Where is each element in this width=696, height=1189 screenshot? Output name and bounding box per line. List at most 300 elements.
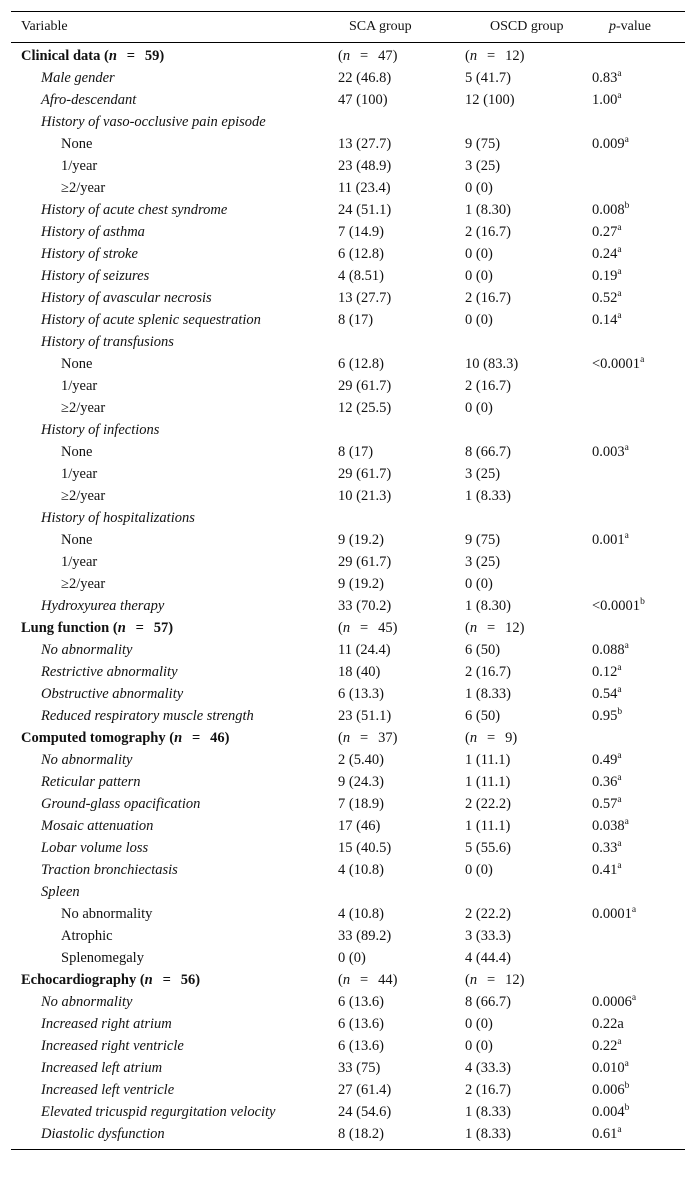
p-value-cell: [592, 749, 685, 771]
sca-cell: [338, 749, 465, 771]
oscd-cell: [465, 1079, 592, 1101]
p-value-cell: [592, 727, 685, 749]
sca-value: 33 (89.2): [338, 927, 392, 944]
paren-open: (: [338, 47, 343, 64]
oscd-value: 9 (75): [465, 135, 501, 152]
variable-cell: [11, 43, 338, 68]
variable-label: Atrophic: [61, 927, 113, 944]
p-value-cell: [592, 573, 685, 595]
table-row: [11, 353, 685, 375]
variable-label: Increased left atrium: [41, 1059, 163, 1076]
sca-value: 0 (0): [338, 949, 366, 966]
p-value-cell: [592, 925, 685, 947]
variable-cell: [11, 969, 338, 991]
footnote-marker: a: [624, 442, 629, 453]
sca-cell: [338, 551, 465, 573]
sca-value: 6 (12.8): [338, 355, 384, 372]
oscd-value: 2 (16.7): [465, 663, 511, 680]
variable-label: History of acute splenic sequestration: [41, 311, 261, 328]
sca-value: 12 (25.5): [338, 399, 392, 416]
p-value-cell: [592, 309, 685, 331]
table-row: [11, 529, 685, 551]
oscd-value: 1 (8.33): [465, 487, 511, 504]
footnote-marker: a: [617, 222, 622, 233]
variable-cell: [11, 1013, 338, 1035]
oscd-cell: [465, 771, 592, 793]
variable-label: History of transfusions: [41, 333, 174, 350]
section-row: [11, 43, 685, 68]
p-value-cell: [592, 397, 685, 419]
footnote-marker: a: [617, 1036, 622, 1047]
table-row: [11, 155, 685, 177]
table-row: [11, 903, 685, 925]
sca-value: 6 (13.6): [338, 993, 384, 1010]
variable-cell: [11, 441, 338, 463]
section-n: 46: [210, 729, 225, 746]
oscd-cell: [465, 749, 592, 771]
variable-label: No abnormality: [41, 993, 133, 1010]
n-symbol: n: [469, 971, 478, 988]
equals-sign: =: [126, 47, 136, 64]
p-value-cell: [592, 969, 685, 991]
sca-value: 18 (40): [338, 663, 381, 680]
p-value-cell: [592, 441, 685, 463]
table-row: [11, 111, 685, 133]
sca-cell: [338, 705, 465, 727]
p-value: 0.088: [592, 641, 625, 658]
oscd-cell: [465, 265, 592, 287]
paren-open: (: [100, 47, 109, 64]
header-p-italic: p: [609, 19, 616, 34]
oscd-value: 3 (33.3): [465, 927, 511, 944]
n-symbol: n: [342, 47, 351, 64]
footnote-marker: b: [624, 1102, 630, 1113]
oscd-value: 1 (8.33): [465, 1125, 511, 1142]
variable-label: History of seizures: [41, 267, 150, 284]
sca-n: 45: [378, 619, 393, 636]
oscd-value: 0 (0): [465, 179, 493, 196]
oscd-value: 5 (55.6): [465, 839, 511, 856]
oscd-n: 12: [505, 619, 520, 636]
table-row: [11, 1123, 685, 1150]
header-p-value: [592, 12, 685, 43]
section-n: 59: [144, 47, 160, 64]
variable-label: Afro-descendant: [41, 91, 137, 108]
equals-sign: =: [360, 47, 369, 64]
oscd-value: 2 (16.7): [465, 377, 511, 394]
oscd-value: 0 (0): [465, 1015, 493, 1032]
oscd-n: 12: [505, 47, 520, 64]
oscd-cell: [465, 1013, 592, 1035]
footnote-marker: b: [624, 200, 630, 211]
oscd-cell: [465, 529, 592, 551]
n-symbol: n: [174, 729, 183, 746]
sca-value: 33 (75): [338, 1059, 381, 1076]
table-row: [11, 265, 685, 287]
p-value-cell: [592, 463, 685, 485]
p-value-cell: [592, 353, 685, 375]
table-row: [11, 133, 685, 155]
p-value-cell: [592, 837, 685, 859]
variable-cell: [11, 507, 338, 529]
oscd-cell: [465, 177, 592, 199]
oscd-cell: [465, 287, 592, 309]
sca-cell: [338, 793, 465, 815]
oscd-cell: [465, 815, 592, 837]
variable-cell: [11, 771, 338, 793]
oscd-cell: [465, 243, 592, 265]
variable-cell: [11, 749, 338, 771]
table-row: [11, 177, 685, 199]
variable-label: None: [61, 531, 93, 548]
sca-n: 47: [378, 47, 393, 64]
n-symbol: n: [342, 729, 351, 746]
equals-sign: =: [360, 729, 369, 746]
table-row: [11, 793, 685, 815]
oscd-cell: [465, 375, 592, 397]
sca-value: 8 (18.2): [338, 1125, 384, 1142]
variable-cell: [11, 375, 338, 397]
oscd-cell: [465, 67, 592, 89]
variable-cell: [11, 463, 338, 485]
data-table: [11, 11, 685, 1150]
table-row: [11, 661, 685, 683]
variable-cell: [11, 287, 338, 309]
variable-cell: [11, 397, 338, 419]
sca-cell: [338, 397, 465, 419]
oscd-cell: [465, 353, 592, 375]
footnote-marker: a: [631, 992, 637, 1003]
variable-label: None: [61, 443, 93, 460]
oscd-value: 0 (0): [465, 245, 493, 262]
oscd-cell: [465, 617, 592, 639]
header-variable: Variable: [11, 12, 338, 43]
variable-label: No abnormality: [61, 905, 153, 922]
equals-sign: =: [360, 619, 369, 636]
oscd-cell: [465, 43, 592, 68]
paren-close: ): [519, 619, 525, 636]
p-value: 0.41: [592, 861, 618, 878]
header-sca-group: SCA group: [338, 12, 465, 43]
sca-cell: [338, 1101, 465, 1123]
p-value: 0.49: [592, 751, 618, 768]
header-p-rest: -value: [616, 19, 651, 34]
footnote-marker: a: [617, 90, 622, 101]
section-row: [11, 617, 685, 639]
variable-label: No abnormality: [41, 751, 133, 768]
variable-label: Increased right atrium: [41, 1015, 172, 1032]
oscd-value: 3 (25): [465, 157, 501, 174]
p-value-cell: [592, 947, 685, 969]
variable-cell: [11, 353, 338, 375]
sca-cell: [338, 353, 465, 375]
variable-cell: [11, 683, 338, 705]
variable-cell: [11, 419, 338, 441]
oscd-value: 0 (0): [465, 861, 493, 878]
table-row: [11, 573, 685, 595]
sca-value: 24 (54.6): [338, 1103, 392, 1120]
oscd-value: 2 (16.7): [465, 223, 511, 240]
footnote-marker: a: [617, 310, 622, 321]
sca-cell: [338, 617, 465, 639]
paren-open: (: [338, 729, 343, 746]
p-value: 0.14: [592, 311, 618, 328]
paren-open: (: [338, 619, 343, 636]
sca-value: 8 (17): [338, 311, 374, 328]
sca-cell: [338, 639, 465, 661]
sca-value: 27 (61.4): [338, 1081, 392, 1098]
sca-cell: [338, 969, 465, 991]
sca-value: 29 (61.7): [338, 377, 392, 394]
sca-cell: [338, 771, 465, 793]
section-row: [11, 969, 685, 991]
oscd-cell: [465, 903, 592, 925]
oscd-cell: [465, 881, 592, 903]
variable-cell: [11, 529, 338, 551]
sca-cell: [338, 529, 465, 551]
sca-cell: [338, 1079, 465, 1101]
p-value: 0.95: [592, 707, 618, 724]
sca-cell: [338, 727, 465, 749]
sca-cell: [338, 1123, 465, 1150]
p-value-cell: [592, 705, 685, 727]
sca-cell: [338, 661, 465, 683]
equals-sign: =: [192, 729, 201, 746]
sca-cell: [338, 133, 465, 155]
footnote-marker: b: [640, 596, 645, 607]
variable-label: Reduced respiratory muscle strength: [41, 707, 254, 724]
sca-cell: [338, 947, 465, 969]
oscd-value: 2 (22.2): [465, 905, 511, 922]
table-row: [11, 881, 685, 903]
p-value: 0.33: [592, 839, 618, 856]
oscd-cell: [465, 1101, 592, 1123]
p-value: 0.61: [592, 1125, 618, 1142]
variable-cell: [11, 705, 338, 727]
table-row: [11, 507, 685, 529]
variable-cell: [11, 837, 338, 859]
sca-cell: [338, 221, 465, 243]
p-value: 0.57: [592, 795, 618, 812]
oscd-value: 0 (0): [465, 267, 493, 284]
sca-value: 9 (19.2): [338, 531, 384, 548]
footnote-marker: a: [640, 354, 645, 365]
section-row: [11, 727, 685, 749]
paren-open: (: [338, 971, 343, 988]
table-row: [11, 89, 685, 111]
sca-value: 10 (21.3): [338, 487, 392, 504]
table-container: [11, 11, 685, 1150]
oscd-value: 1 (8.33): [465, 1103, 511, 1120]
oscd-cell: [465, 683, 592, 705]
oscd-cell: [465, 1057, 592, 1079]
oscd-value: 0 (0): [465, 575, 493, 592]
variable-cell: [11, 947, 338, 969]
variable-label: History of asthma: [41, 223, 145, 240]
sca-cell: [338, 1013, 465, 1035]
p-value: 0.24: [592, 245, 618, 262]
oscd-cell: [465, 969, 592, 991]
p-value-cell: [592, 111, 685, 133]
sca-value: 29 (61.7): [338, 553, 392, 570]
variable-label: History of avascular necrosis: [41, 289, 212, 306]
sca-cell: [338, 111, 465, 133]
variable-label: 1/year: [61, 553, 98, 570]
table-row: [11, 1101, 685, 1123]
variable-cell: [11, 793, 338, 815]
paren-open: (: [465, 619, 470, 636]
paren-open: (: [165, 729, 175, 746]
sca-value: 24 (51.1): [338, 201, 392, 218]
table-row: [11, 837, 685, 859]
footnote-marker: a: [617, 662, 622, 673]
p-value-cell: [592, 529, 685, 551]
paren-close: ): [519, 971, 525, 988]
paren-open: (: [136, 971, 145, 988]
variable-cell: [11, 815, 338, 837]
variable-label: ≥2/year: [61, 179, 106, 196]
table-row: [11, 683, 685, 705]
p-value: 0.004: [592, 1103, 625, 1120]
variable-cell: [11, 573, 338, 595]
table-body: [11, 43, 685, 1150]
sca-cell: [338, 89, 465, 111]
variable-cell: [11, 1079, 338, 1101]
sca-value: 23 (51.1): [338, 707, 392, 724]
sca-value: 6 (13.3): [338, 685, 384, 702]
p-value-cell: [592, 287, 685, 309]
p-value: <0.0001: [592, 597, 641, 614]
sca-cell: [338, 419, 465, 441]
variable-cell: [11, 221, 338, 243]
equals-sign: =: [487, 729, 496, 746]
p-value-cell: [592, 595, 685, 617]
paren-close: ): [195, 971, 201, 988]
p-value-cell: [592, 1035, 685, 1057]
variable-cell: [11, 111, 338, 133]
footnote-marker: a: [617, 1124, 622, 1135]
p-value-cell: [592, 507, 685, 529]
variable-label: History of hospitalizations: [41, 509, 195, 526]
oscd-cell: [465, 441, 592, 463]
oscd-cell: [465, 309, 592, 331]
table-row: [11, 441, 685, 463]
variable-cell: [11, 133, 338, 155]
p-value-cell: [592, 89, 685, 111]
footnote-marker: b: [617, 706, 623, 717]
sca-value: 13 (27.7): [338, 289, 392, 306]
paren-close: ): [519, 47, 525, 64]
paren-close: ): [159, 47, 165, 64]
oscd-cell: [465, 551, 592, 573]
footnote-marker: a: [624, 640, 629, 651]
table-row: [11, 485, 685, 507]
sca-cell: [338, 837, 465, 859]
sca-cell: [338, 375, 465, 397]
sca-value: 7 (18.9): [338, 795, 384, 812]
variable-cell: [11, 1101, 338, 1123]
variable-label: 1/year: [61, 377, 98, 394]
sca-cell: [338, 1057, 465, 1079]
p-value-cell: [592, 859, 685, 881]
sca-value: 29 (61.7): [338, 465, 392, 482]
footnote-marker: a: [624, 816, 629, 827]
paren-close: ): [512, 729, 518, 746]
p-value: 0.006: [592, 1081, 625, 1098]
sca-value: 6 (13.6): [338, 1037, 384, 1054]
variable-label: Elevated tricuspid regurgitation velocity: [41, 1103, 276, 1120]
sca-cell: [338, 683, 465, 705]
oscd-cell: [465, 331, 592, 353]
variable-cell: [11, 1057, 338, 1079]
sca-cell: [338, 991, 465, 1013]
sca-cell: [338, 595, 465, 617]
p-value-cell: [592, 419, 685, 441]
n-symbol: n: [469, 619, 478, 636]
oscd-value: 0 (0): [465, 311, 493, 328]
sca-cell: [338, 43, 465, 68]
p-value-cell: [592, 331, 685, 353]
footnote-marker: a: [631, 904, 637, 915]
oscd-cell: [465, 639, 592, 661]
table-row: [11, 419, 685, 441]
p-value-cell: [592, 155, 685, 177]
variable-cell: [11, 177, 338, 199]
paren-close: ): [392, 47, 398, 64]
equals-sign: =: [487, 47, 496, 64]
n-symbol: n: [108, 47, 117, 64]
p-value-cell: [592, 881, 685, 903]
equals-sign: =: [135, 619, 144, 636]
table-row: [11, 705, 685, 727]
variable-label: None: [61, 355, 93, 372]
table-row: [11, 749, 685, 771]
variable-cell: [11, 485, 338, 507]
p-value: 0.22a: [592, 1015, 624, 1032]
variable-label: None: [61, 135, 93, 152]
paren-open: (: [465, 729, 470, 746]
sca-cell: [338, 925, 465, 947]
variable-label: Reticular pattern: [41, 773, 141, 790]
oscd-cell: [465, 419, 592, 441]
sca-value: 11 (23.4): [338, 179, 391, 196]
oscd-value: 4 (33.3): [465, 1059, 511, 1076]
p-value: 0.19: [592, 267, 618, 284]
sca-cell: [338, 815, 465, 837]
paren-open: (: [109, 619, 118, 636]
section-n: 57: [153, 619, 169, 636]
oscd-cell: [465, 727, 592, 749]
p-value-cell: [592, 617, 685, 639]
oscd-cell: [465, 793, 592, 815]
table-row: [11, 859, 685, 881]
sca-cell: [338, 881, 465, 903]
p-value-cell: [592, 1057, 685, 1079]
table-row: [11, 397, 685, 419]
table-row: [11, 221, 685, 243]
section-title: Lung function: [21, 619, 110, 636]
footnote-marker: a: [617, 244, 622, 255]
variable-cell: [11, 1123, 338, 1150]
oscd-value: 4 (44.4): [465, 949, 511, 966]
footnote-marker: a: [624, 1058, 629, 1069]
equals-sign: =: [487, 619, 496, 636]
paren-close: ): [392, 971, 398, 988]
oscd-value: 6 (50): [465, 707, 501, 724]
p-value: 0.36: [592, 773, 618, 790]
variable-label: Increased right ventricle: [41, 1037, 184, 1054]
oscd-cell: [465, 1035, 592, 1057]
